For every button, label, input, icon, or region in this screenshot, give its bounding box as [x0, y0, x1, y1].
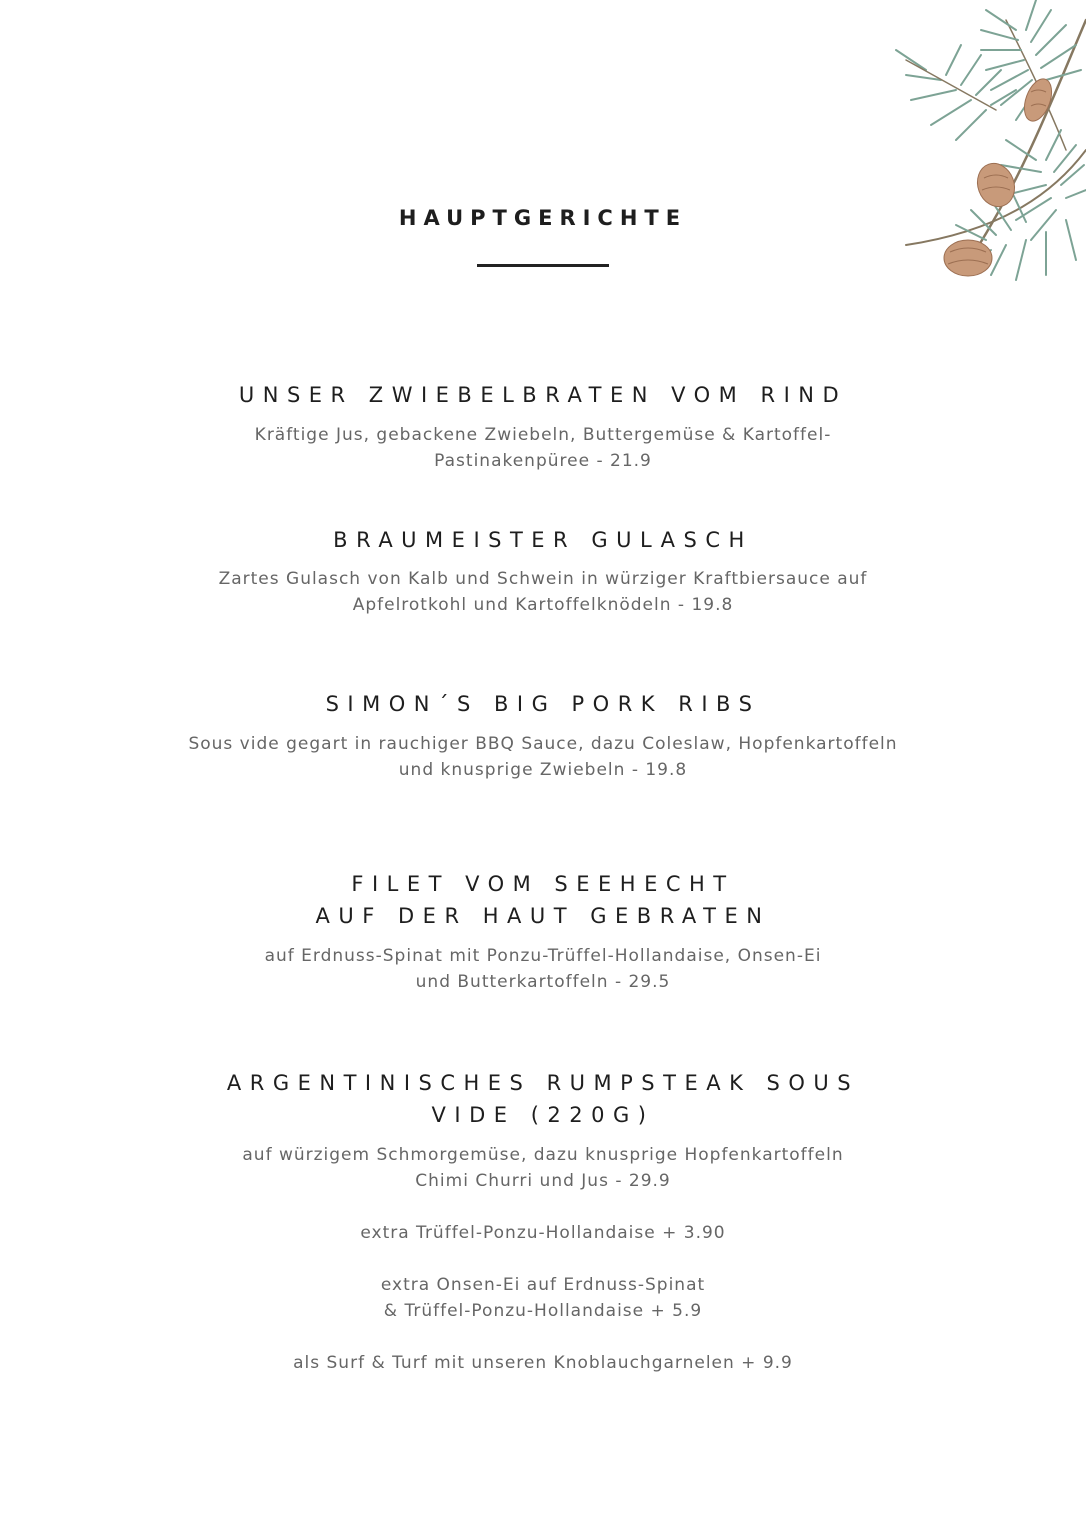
dish-title: FILET VOM SEEHECHT [351, 872, 735, 896]
dish-description: auf würzigem Schmorgemüse, dazu knusprige Hopfenkartoffeln [242, 1145, 844, 1165]
dish-extra: extra Onsen-Ei auf Erdnuss-Spinat [380, 1275, 706, 1295]
dish-title: ARGENTINISCHES RUMPSTEAK SOUS [226, 1071, 860, 1095]
dish-description: und knusprige Zwiebeln - 19.8 [398, 760, 688, 780]
dish-description: und Butterkartoffeln - 29.5 [415, 972, 671, 992]
dish-extra: & Trüffel-Ponzu-Hollandaise + 5.9 [383, 1301, 703, 1321]
page-title: HAUPTGERICHTE [398, 206, 688, 230]
dish-description: Sous vide gegart in rauchiger BBQ Sauce, dazu Coleslaw, Hopfenkartoffeln [188, 734, 898, 754]
dish-description: Zartes Gulasch von Kalb und Schwein in würziger Kraftbiersauce auf [218, 569, 868, 589]
dish-title: SIMON´S BIG PORK RIBS [325, 692, 761, 716]
pine-branch-icon [886, 0, 1086, 290]
dish-title: VIDE (220G) [431, 1103, 655, 1127]
dish-description: Chimi Churri und Jus - 29.9 [415, 1171, 671, 1191]
dish-title: UNSER ZWIEBELBRATEN VOM RIND [238, 383, 848, 407]
dish-title: AUF DER HAUT GEBRATEN [315, 904, 771, 928]
dish-description: Apfelrotkohl und Kartoffelknödeln - 19.8 [352, 595, 734, 615]
title-divider [477, 264, 609, 267]
dish-description: auf Erdnuss-Spinat mit Ponzu-Trüffel-Hollandaise, Onsen-Ei [264, 946, 822, 966]
dish-title: BRAUMEISTER GULASCH [333, 528, 753, 552]
dish-description: Pastinakenpüree - 21.9 [434, 451, 652, 471]
dish-description: Kräftige Jus, gebackene Zwiebeln, Buttergemüse & Kartoffel- [254, 425, 832, 445]
dish-extra: extra Trüffel-Ponzu-Hollandaise + 3.90 [360, 1223, 726, 1243]
dish-extra: als Surf & Turf mit unseren Knoblauchgarnelen + 9.9 [293, 1353, 793, 1373]
